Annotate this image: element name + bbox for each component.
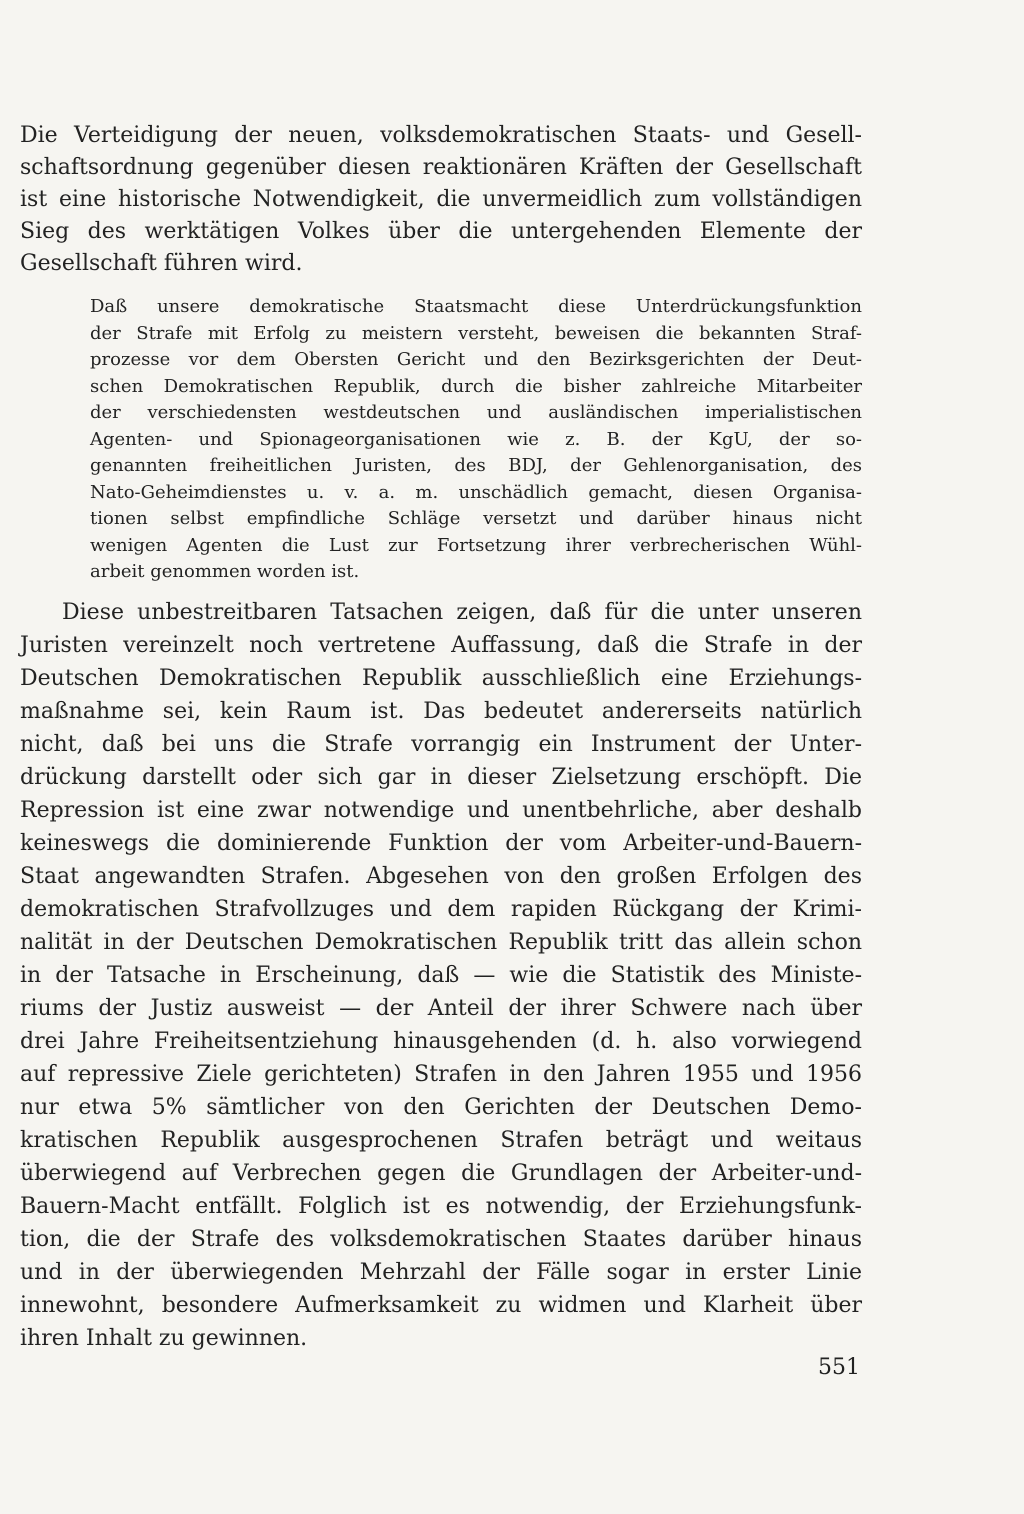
paragraph2-line: nicht, daß bei uns die Strafe vorrangig ein Instrument der Unter- [20, 732, 862, 757]
paragraph2-line: Deutschen Demokratischen Republik ausschließlich eine Erziehungs- [20, 666, 862, 691]
paragraph2-line: ihren Inhalt zu gewinnen. [20, 1326, 308, 1351]
paragraph2-line: überwiegend auf Verbrechen gegen die Grundlagen der Arbeiter-und- [20, 1161, 862, 1186]
paragraph2-line: Bauern-Macht entfällt. Folglich ist es notwendig, der Erziehungsfunk- [20, 1194, 862, 1219]
paragraph2-line: drei Jahre Freiheitsentziehung hinausgehenden (d. h. also vorwiegend [20, 1029, 862, 1054]
paragraph2-line: maßnahme sei, kein Raum ist. Das bedeutet andererseits natürlich [20, 699, 862, 724]
paragraph2-line: und in der überwiegenden Mehrzahl der Fälle sogar in erster Linie [20, 1260, 862, 1285]
paragraph1-line: Gesellschaft führen wird. [20, 251, 303, 276]
note-line: prozesse vor dem Obersten Gericht und den Bezirksgerichten der Deut- [90, 349, 862, 370]
paragraph2-line: nur etwa 5% sämtlicher von den Gerichten der Deutschen Demo- [20, 1095, 862, 1120]
paragraph2-line: Diese unbestreitbaren Tatsachen zeigen, daß für die unter unseren [62, 600, 862, 625]
paragraph2-line: Repression ist eine zwar notwendige und unentbehrliche, aber deshalb [20, 798, 862, 823]
note-line: Agenten- und Spionageorganisationen wie z. B. der KgU, der so- [90, 428, 862, 450]
paragraph2-line: innewohnt, besondere Aufmerksamkeit zu widmen und Klarheit über [20, 1293, 862, 1318]
note-line: schen Demokratischen Republik, durch die bisher zahlreiche Mitarbeiter [90, 375, 862, 397]
paragraph2-line: drückung darstellt oder sich gar in dieser Zielsetzung erschöpft. Die [20, 765, 862, 790]
paragraph2-line: keineswegs die dominierende Funktion der vom Arbeiter-und-Bauern- [20, 831, 862, 856]
paragraph1-line: Sieg des werktätigen Volkes über die untergehenden Elemente der [20, 219, 862, 244]
paragraph1-line: Die Verteidigung der neuen, volksdemokratischen Staats- und Gesell- [20, 123, 862, 148]
paragraph2-line: Juristen vereinzelt noch vertretene Auffassung, daß die Strafe in der [20, 633, 862, 658]
note-line: genannten freiheitlichen Juristen, des BDJ, der Gehlenorganisation, des [90, 455, 862, 476]
page-number: 551 [818, 1355, 860, 1380]
paragraph2-line: kratischen Republik ausgesprochenen Strafen beträgt und weitaus [20, 1128, 862, 1153]
note-line: der Strafe mit Erfolg zu meistern versteht, beweisen die bekannten Straf- [90, 322, 862, 344]
note-line: Daß unsere demokratische Staatsmacht diese Unterdrückungsfunktion [90, 296, 862, 317]
note-line: wenigen Agenten die Lust zur Fortsetzung ihrer verbrecherischen Wühl- [90, 534, 862, 556]
paragraph2-line: Staat angewandten Strafen. Abgesehen von den großen Erfolgen des [20, 864, 862, 889]
note-line: arbeit genommen worden ist. [90, 561, 360, 582]
paragraph1-line: schaftsordnung gegenüber diesen reaktionären Kräften der Gesellschaft [20, 155, 862, 180]
note-line: tionen selbst empfindliche Schläge versetzt und darüber hinaus nicht [90, 508, 862, 529]
note-line: der verschiedensten westdeutschen und ausländischen imperialistischen [90, 402, 862, 423]
paragraph2-line: auf repressive Ziele gerichteten) Strafen in den Jahren 1955 und 1956 [20, 1062, 862, 1087]
note-line: Nato-Geheimdienstes u. v. a. m. unschädlich gemacht, diesen Organisa- [90, 481, 862, 503]
paragraph1-line: ist eine historische Notwendigkeit, die unvermeidlich zum vollständigen [20, 187, 862, 212]
paragraph2-line: riums der Justiz ausweist — der Anteil der ihrer Schwere nach über [20, 996, 862, 1021]
paragraph2-line: in der Tatsache in Erscheinung, daß — wie die Statistik des Ministe- [20, 963, 862, 988]
paragraph2-line: demokratischen Strafvollzuges und dem rapiden Rückgang der Krimi- [20, 897, 862, 922]
paragraph2-line: tion, die der Strafe des volksdemokratischen Staates darüber hinaus [20, 1227, 862, 1252]
paragraph2-line: nalität in der Deutschen Demokratischen Republik tritt das allein schon [20, 930, 862, 955]
